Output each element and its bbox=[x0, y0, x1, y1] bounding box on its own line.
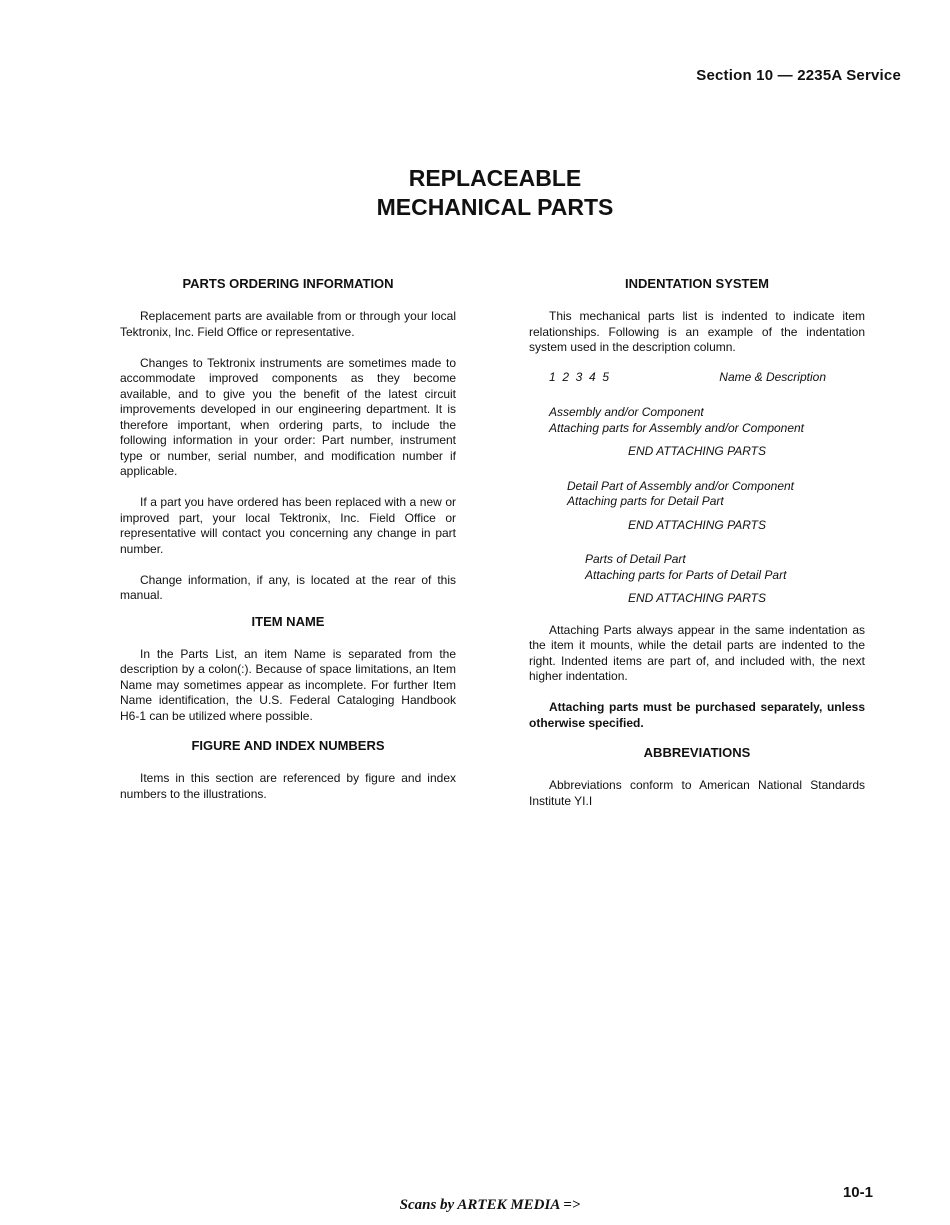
end-attaching-parts-2: END ATTACHING PARTS bbox=[627, 517, 766, 532]
level-3-attaching: Attaching parts for Parts of Detail Part bbox=[585, 567, 787, 582]
footer-credit: Scans by ARTEK MEDIA => bbox=[399, 1197, 581, 1213]
parts-ordering-paragraph-2: Changes to Tektronix instruments are sometimes made to accommodate improved components as they become available, and to give you the benefit of the latest circuit improvements developed in our engineering department. It is therefore important, when ordering parts, to include the following information in your order: Part number, instrument type or number, serial number, and modification number if applicable. bbox=[120, 355, 456, 478]
heading-parts-ordering: PARTS ORDERING INFORMATION bbox=[182, 276, 394, 291]
indentation-paragraph-bold: Attaching parts must be purchased separately, unless otherwise specified. bbox=[529, 700, 865, 730]
indentation-paragraph-1: This mechanical parts list is indented to indicate item relationships. Following is an example of the indentation system used in the description column. bbox=[529, 309, 865, 354]
end-attaching-parts-3: END ATTACHING PARTS bbox=[627, 591, 766, 605]
heading-figure-index: FIGURE AND INDEX NUMBERS bbox=[191, 738, 385, 753]
parts-ordering-paragraph-3: If a part you have ordered has been replaced with a new or improved part, your local Tektronix, Inc. Field Office or representative will contact you concerning any change in part number. bbox=[120, 495, 456, 556]
level-2-detail: Detail Part of Assembly and/or Component bbox=[567, 478, 794, 493]
heading-abbreviations: ABBREVIATIONS bbox=[643, 745, 751, 760]
level-1-assembly: Assembly and/or Component bbox=[549, 405, 704, 419]
page-number: 10-1 bbox=[842, 1184, 873, 1201]
level-3-parts: Parts of Detail Part bbox=[585, 552, 686, 566]
page-title-line-1: REPLACEABLE bbox=[408, 165, 582, 191]
indentation-paragraph-2: Attaching Parts always appear in the same indentation as the item it mounts, while the detail parts are indented to the right. Indented items are part of, and included with, the next higher indentation. bbox=[529, 622, 865, 683]
abbreviations-paragraph: Abbreviations conform to American National Standards Institute YI.I bbox=[529, 778, 865, 808]
end-attaching-parts-1: END ATTACHING PARTS bbox=[627, 444, 766, 458]
indentation-legend bbox=[549, 370, 826, 386]
figure-index-paragraph: Items in this section are referenced by figure and index numbers to the illustrations. bbox=[120, 771, 456, 801]
heading-item-name: ITEM NAME bbox=[251, 613, 325, 629]
item-name-paragraph: In the Parts List, an item Name is separated from the description by a colon(:). Because of space limitations, an Item Name may sometimes appear as incomplete. For further Item Name identification, the U.S. Federal Cataloging Handbook H6-1 can be utilized where possible. bbox=[120, 646, 456, 723]
page-title-line-2: MECHANICAL PARTS bbox=[376, 194, 614, 220]
heading-indentation-system: INDENTATION SYSTEM bbox=[625, 276, 769, 291]
left-column bbox=[120, 276, 456, 818]
indentation-numbers: 1 2 3 4 5 bbox=[549, 369, 610, 384]
parts-ordering-paragraph-1: Replacement parts are available from or through your local Tektronix, Inc. Field Office or representative. bbox=[120, 309, 456, 339]
level-2-attaching: Attaching parts for Detail Part bbox=[567, 494, 724, 508]
level-1-attaching: Attaching parts for Assembly and/or Component bbox=[549, 420, 805, 435]
name-description-label: Name & Description bbox=[719, 369, 826, 384]
page-title bbox=[0, 164, 950, 222]
section-header: Section 10 — 2235A Service bbox=[696, 67, 901, 84]
right-column bbox=[529, 276, 865, 825]
parts-ordering-paragraph-4: Change information, if any, is located at the rear of this manual. bbox=[120, 572, 456, 602]
